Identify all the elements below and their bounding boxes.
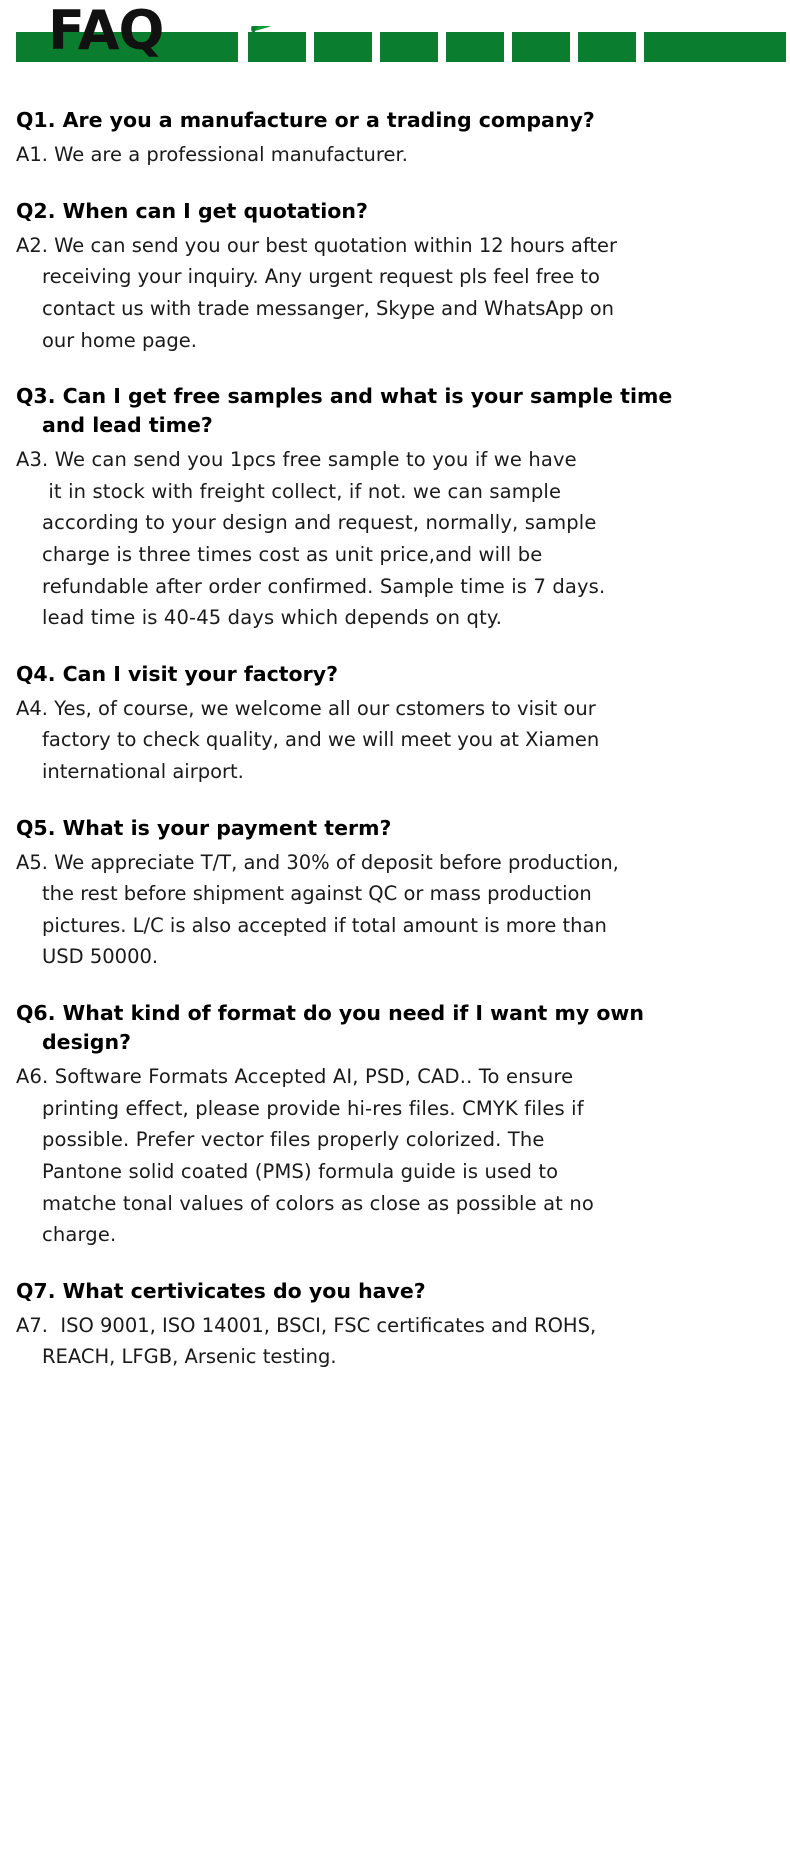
faq-answer xyxy=(16,1061,774,1250)
faq-answer-line: A4. Yes, of course, we welcome all our cstomers to visit our xyxy=(16,696,596,720)
faq-question-line: Q2. When can I get quotation? xyxy=(16,198,368,223)
faq-answer-line: A2. We can send you our best quotation within 12 hours after xyxy=(16,233,618,257)
faq-question xyxy=(16,382,774,440)
faq-item xyxy=(16,1277,774,1373)
faq-answer xyxy=(16,230,774,356)
faq-answer-line: A5. We appreciate T/T, and 30% of deposit before production, xyxy=(16,850,619,874)
page-title: FAQ xyxy=(48,0,164,62)
faq-answer-line: it in stock with freight collect, if not. we can sample xyxy=(42,479,562,503)
faq-answer xyxy=(16,847,774,973)
faq-answer-line: charge is three times cost as unit price,and will be xyxy=(42,543,543,567)
faq-answer-line: charge. xyxy=(42,1223,117,1247)
faq-question xyxy=(16,814,774,843)
faq-item xyxy=(16,197,774,356)
faq-answer-line: printing effect, please provide hi-res files. CMYK files if xyxy=(42,1096,584,1120)
faq-answer xyxy=(16,139,774,171)
faq-question-line: and lead time? xyxy=(42,413,213,438)
faq-answer-line: Pantone solid coated (PMS) formula guide is used to xyxy=(42,1160,559,1184)
faq-answer-line: A1. We are a professional manufacturer. xyxy=(16,143,408,167)
faq-answer xyxy=(16,1310,774,1373)
faq-answer-line: our home page. xyxy=(42,328,197,352)
faq-answer-line: the rest before shipment against QC or mass production xyxy=(42,882,592,906)
faq-item xyxy=(16,106,774,171)
faq-question-line: design? xyxy=(42,1030,131,1055)
faq-answer-line: according to your design and request, normally, sample xyxy=(42,511,597,535)
faq-answer-line: refundable after order confirmed. Sample time is 7 days. xyxy=(42,574,606,598)
faq-answer xyxy=(16,693,774,788)
faq-question xyxy=(16,106,774,135)
faq-question-line: Q5. What is your payment term? xyxy=(16,815,392,840)
faq-answer-line: matche tonal values of colors as close as possible at no xyxy=(42,1191,594,1215)
faq-item xyxy=(16,660,774,788)
faq-question xyxy=(16,660,774,689)
faq-question xyxy=(16,999,774,1057)
faq-answer-line: USD 50000. xyxy=(42,945,159,969)
faq-answer-line: possible. Prefer vector files properly colorized. The xyxy=(42,1128,545,1152)
faq-answer-line: international airport. xyxy=(42,760,244,784)
faq-question-line: Q4. Can I visit your factory? xyxy=(16,661,338,686)
faq-banner xyxy=(8,0,782,76)
faq-answer-line: A6. Software Formats Accepted AI, PSD, CAD.. To ensure xyxy=(16,1065,574,1089)
faq-answer-line: REACH, LFGB, Arsenic testing. xyxy=(42,1345,337,1369)
faq-item xyxy=(16,999,774,1251)
faq-question-line: Q6. What kind of format do you need if I want my own xyxy=(16,1001,644,1026)
faq-answer-line: lead time is 40-45 days which depends on qty. xyxy=(42,606,503,630)
faq-answer xyxy=(16,444,774,633)
faq-question-line: Q3. Can I get free samples and what is your sample time xyxy=(16,384,673,409)
faq-list xyxy=(8,106,782,1373)
faq-question-line: Q1. Are you a manufacture or a trading company? xyxy=(16,108,595,132)
faq-answer-line: A3. We can send you 1pcs free sample to you if we have xyxy=(16,448,577,472)
faq-item xyxy=(16,814,774,973)
faq-question xyxy=(16,1277,774,1306)
faq-question-line: Q7. What certivicates do you have? xyxy=(16,1278,426,1303)
faq-answer-line: A7. ISO 9001, ISO 14001, BSCI, FSC certificates and ROHS, xyxy=(16,1313,597,1337)
faq-answer-line: contact us with trade messanger, Skype and WhatsApp on xyxy=(42,296,615,320)
faq-answer-line: pictures. L/C is also accepted if total amount is more than xyxy=(42,913,607,937)
faq-question xyxy=(16,197,774,226)
faq-answer-line: receiving your inquiry. Any urgent request pls feel free to xyxy=(42,265,600,289)
faq-item xyxy=(16,382,774,634)
faq-answer-line: factory to check quality, and we will meet you at Xiamen xyxy=(42,728,600,752)
